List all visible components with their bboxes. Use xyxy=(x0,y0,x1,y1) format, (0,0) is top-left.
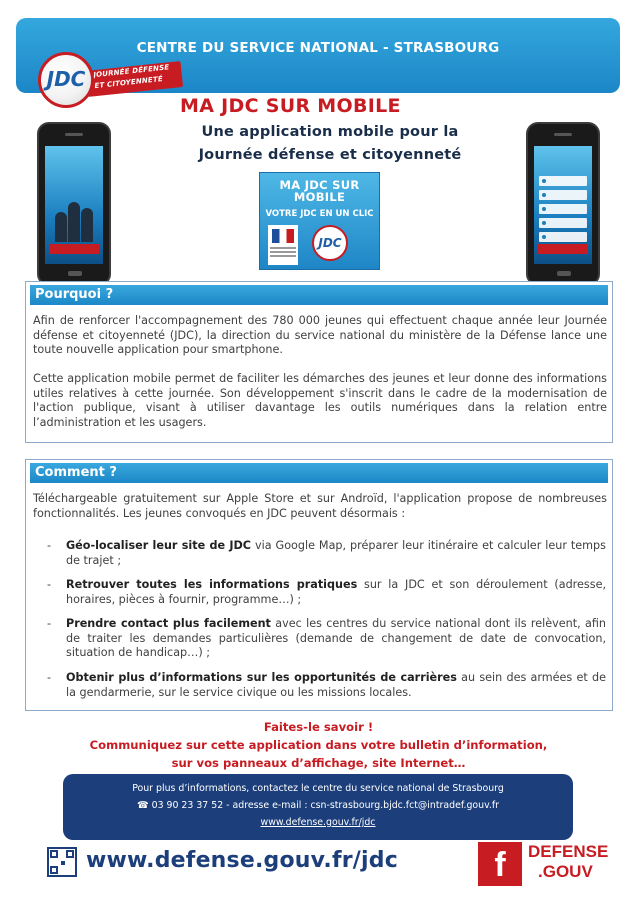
app-menu-row xyxy=(539,204,587,214)
callout-line3: sur vos panneaux d’affichage, site Internet… xyxy=(171,756,466,770)
ministry-logo xyxy=(268,225,298,265)
footer-website-link[interactable]: www.defense.gouv.fr/jdc xyxy=(86,848,398,873)
jdc-logo-ribbon xyxy=(85,61,183,97)
list-item-bold: Géo-localiser leur site de JDC xyxy=(66,539,252,552)
ministry-text-lines xyxy=(270,247,296,249)
promo-title-line1: MA JDC SUR xyxy=(279,178,360,192)
list-item-text: au sein des armées et de la gendarmerie, sur le service civique ou les missions locales. xyxy=(66,671,606,699)
subtitle xyxy=(170,121,490,167)
bullet-dash: - xyxy=(47,578,52,591)
phone-home-button xyxy=(557,271,571,276)
jdc-logo xyxy=(34,52,184,110)
list-item-text: via Google Map, préparer leur itinéraire et calculer leur temps de trajet ; xyxy=(66,539,606,567)
list-item-text: avec les centres du service national dont ils relèvent, afin de traiter les demandes particulières (demande de changement de date de convocation, situation de handicap…) ; xyxy=(66,617,606,659)
app-menu-row xyxy=(539,218,587,228)
phone-speaker xyxy=(554,133,572,136)
phone-screen xyxy=(45,146,103,264)
callout xyxy=(0,718,637,772)
bullet-dash: - xyxy=(47,617,52,630)
header-title: CENTRE DU SERVICE NATIONAL - STRASBOURG xyxy=(136,40,500,56)
comment-intro: Téléchargeable gratuitement sur Apple Store et sur Androïd, l'application propose de nombreuses fonctionnalités. Les jeunes convoqués en JDC peuvent désormais : xyxy=(33,492,607,520)
promo-jdc-badge: JDC xyxy=(312,225,348,261)
facebook-logo-line1: DEFENSE xyxy=(528,842,609,861)
phone-image-left xyxy=(37,122,111,286)
pourquoi-section xyxy=(25,281,613,443)
facebook-icon: f xyxy=(478,842,522,886)
phone-speaker xyxy=(65,133,83,136)
subtitle-line2: Journée défense et citoyenneté xyxy=(198,147,462,163)
list-item xyxy=(47,539,606,568)
main-title: MA JDC SUR MOBILE xyxy=(180,95,401,117)
list-item-bold: Retrouver toutes les informations pratiques xyxy=(66,578,358,591)
list-item-bold: Obtenir plus d’informations sur les opportunités de carrières xyxy=(66,671,457,684)
phone-home-button xyxy=(68,271,82,276)
french-flag-icon xyxy=(272,229,294,243)
app-menu-row xyxy=(539,232,587,242)
list-item xyxy=(47,671,606,700)
jdc-ribbon-line2: ET CITOYENNETÉ xyxy=(94,75,164,91)
comment-section xyxy=(25,459,613,711)
contact-box xyxy=(63,774,573,840)
comment-heading: Comment ? xyxy=(30,463,608,483)
subtitle-line1: Une application mobile pour la xyxy=(201,124,459,140)
list-item xyxy=(47,578,607,607)
promo-title-line2: MOBILE xyxy=(293,190,346,204)
app-menu-row xyxy=(539,176,587,186)
phone-image-right xyxy=(526,122,600,286)
facebook-defense-logo[interactable] xyxy=(478,842,609,886)
phone-banner xyxy=(538,244,588,254)
contact-line2: ☎ 03 90 23 37 52 - adresse e-mail : csn-strasbourg.bjdc.fct@intradef.gouv.fr xyxy=(136,800,500,811)
jdc-ribbon-line1: JOURNÉE DÉFENSE xyxy=(92,63,170,80)
facebook-logo-line2: .GOUV xyxy=(538,862,593,881)
callout-line2: Communiquez sur cette application dans votre bulletin d’information, xyxy=(89,738,548,752)
phone-screen xyxy=(534,146,592,264)
promo-title xyxy=(260,179,379,203)
people-illustration xyxy=(55,198,93,242)
phone-banner xyxy=(49,244,99,254)
jdc-logo-letters: JDC xyxy=(46,67,86,91)
facebook-logo-text xyxy=(528,842,608,882)
pourquoi-paragraph-2: Cette application mobile permet de faciliter les démarches des jeunes et leur donne des informations utiles relatives à cette journée. Son développement s'inscrit dans le cadre de la modernisation de l'action publique, visant à utiliser davantage les outils numériques dans la relation entre l’administration et les usagers. xyxy=(33,372,607,429)
contact-website-link[interactable]: www.defense.gouv.fr/jdc xyxy=(260,817,376,828)
callout-line1: Faites-le savoir ! xyxy=(263,720,374,734)
contact-line1: Pour plus d’informations, contactez le centre du service national de Strasbourg xyxy=(132,783,504,794)
pourquoi-heading: Pourquoi ? xyxy=(30,285,608,305)
list-item-bold: Prendre contact plus facilement xyxy=(66,617,271,630)
list-item xyxy=(47,617,606,661)
pourquoi-paragraph-1: Afin de renforcer l'accompagnement des 780 000 jeunes qui effectuent chaque année leur Journée défense et citoyenneté (JDC), la direction du service national du ministère de la Défense lance une toute nouvelle application pour smartphone. xyxy=(33,314,607,356)
bullet-dash: - xyxy=(47,671,52,684)
promo-tagline: VOTRE JDC EN UN CLIC xyxy=(265,209,374,219)
list-item-text: sur la JDC et son déroulement (adresse, horaires, pièces à fournir, programme…) ; xyxy=(66,578,607,606)
promo-graphic xyxy=(259,172,380,270)
bullet-dash: - xyxy=(47,539,52,552)
app-menu-row xyxy=(539,190,587,200)
qr-code-icon xyxy=(47,847,77,877)
